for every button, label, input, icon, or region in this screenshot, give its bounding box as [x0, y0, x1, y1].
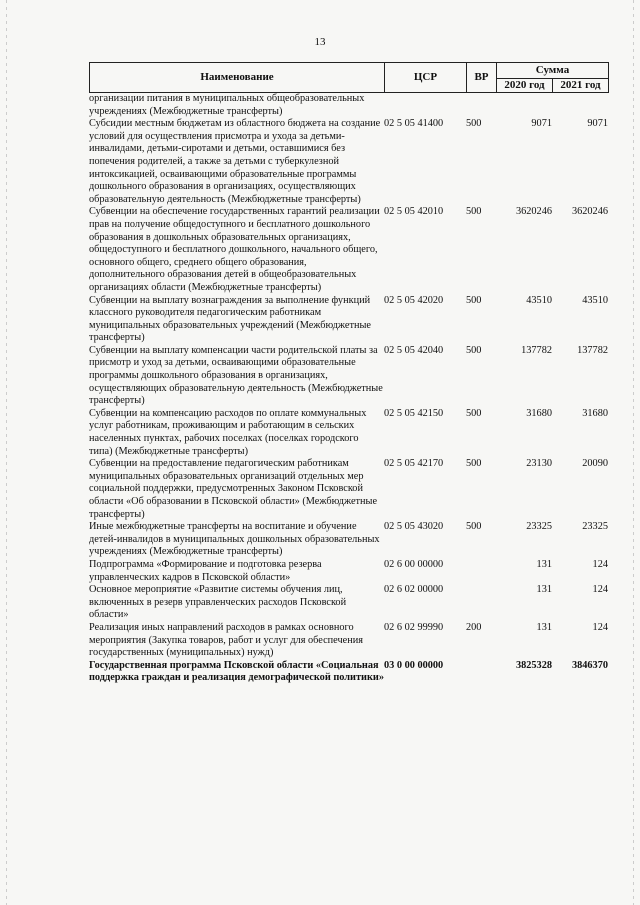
row-vr: 200 [466, 621, 482, 633]
header-csr: ЦСР [385, 63, 467, 93]
row-vr: 500 [466, 407, 482, 419]
row-csr: 02 6 02 00000 [384, 584, 444, 596]
row-name: Субвенции на выплату вознаграждения за выполнение функций классного руководителя педагогическим работникам муниципальных образовательных учреждений (Межбюджетные трансферты) [89, 294, 371, 344]
row-csr: 02 6 02 99990 [384, 621, 444, 633]
row-sum-2021: 124 [592, 558, 608, 570]
header-vr: ВР [467, 63, 497, 93]
table-row [89, 458, 608, 521]
row-sum-2020: 3825328 [515, 659, 552, 671]
row-vr: 500 [466, 521, 482, 533]
row-name: Субвенции на выплату компенсации части родительской платы за присмотр и уход за детьми, осваивающими образовательные программы дошкольного образования в организациях, осуществляющих образовательную деятельность (Межбюджетные трансферты) [89, 344, 383, 407]
scan-margin-right [633, 0, 634, 905]
header-year-2021: 2021 год [553, 79, 609, 93]
row-sum-2020: 31680 [526, 407, 552, 419]
row-vr: 500 [466, 344, 482, 356]
row-sum-2021: 20090 [582, 458, 608, 470]
table-body [89, 93, 608, 685]
row-sum-2020: 23325 [526, 521, 552, 533]
row-sum-2021: 124 [592, 621, 608, 633]
table-header [89, 62, 609, 93]
row-vr [466, 93, 496, 118]
table-row [89, 660, 608, 685]
row-sum-2020: 43510 [526, 294, 552, 306]
table-row [89, 584, 608, 622]
row-csr [384, 93, 466, 118]
row-name: Государственная программа Псковской области «Социальная поддержка граждан и реализация демографической политики» [89, 659, 384, 684]
header-year-2020: 2020 год [497, 79, 553, 93]
row-name: Субвенции на компенсацию расходов по оплате коммунальных услуг работникам, проживающим и работающим в сельских населенных пунктах, рабочих поселках (поселках городского типа) (Межбюджетные трансферты) [89, 407, 367, 457]
table-row [89, 559, 608, 584]
row-vr [466, 584, 496, 622]
row-sum-2021: 124 [592, 584, 608, 596]
row-csr: 03 0 00 00000 [384, 659, 444, 671]
table-row [89, 521, 608, 559]
row-vr: 500 [466, 206, 482, 218]
row-sum-2020: 131 [536, 621, 552, 633]
budget-table [89, 62, 608, 685]
row-name: Субвенции на предоставление педагогическим работникам муниципальных образовательных организаций отдельных мер социальной поддержки, предусмотренных Законом Псковской области «Об образовании в Псковской области» (Межбюджетные трансферты) [89, 458, 378, 520]
row-sum-2020: 131 [536, 558, 552, 570]
row-name: Подпрограмма «Формирование и подготовка резерва управленческих кадров в Псковской области» [89, 558, 322, 583]
row-name: Иные межбюджетные трансферты на воспитание и обучение детей-инвалидов в муниципальных дошкольных образовательных учреждениях (Межбюджетные трансферты) [89, 521, 380, 558]
row-sum-2020 [496, 93, 552, 118]
row-sum-2021: 137782 [577, 344, 608, 356]
row-vr [466, 559, 496, 584]
row-vr: 500 [466, 458, 482, 470]
row-name: Основное мероприятие «Развитие системы обучения лиц, включенных в резерв управленческих расходов Псковской области» [89, 584, 347, 621]
row-csr: 02 5 05 42150 [384, 407, 444, 419]
table-row [89, 118, 608, 206]
row-csr: 02 5 05 42010 [384, 206, 444, 218]
row-vr: 500 [466, 294, 482, 306]
row-csr: 02 5 05 42040 [384, 344, 444, 356]
row-csr: 02 5 05 43020 [384, 521, 444, 533]
row-sum-2021 [552, 93, 608, 118]
row-sum-2021: 23325 [582, 521, 608, 533]
row-sum-2020: 9071 [531, 118, 552, 130]
row-sum-2021: 9071 [587, 118, 608, 130]
header-name: Наименование [90, 63, 385, 93]
row-csr: 02 6 00 00000 [384, 558, 444, 570]
row-sum-2020: 131 [536, 584, 552, 596]
row-sum-2020: 137782 [521, 344, 552, 356]
table-row [89, 622, 608, 660]
row-vr [466, 660, 496, 685]
table-row [89, 408, 608, 458]
row-name: Реализация иных направлений расходов в рамках основного мероприятия (Закупка товаров, работ и услуг для обеспечения государственных (муниципальных) нужд) [89, 621, 363, 659]
row-sum-2021: 3620246 [571, 206, 608, 218]
table-row [89, 345, 608, 408]
scan-margin-left [6, 0, 7, 905]
row-name: Субвенции на обеспечение государственных гарантий реализации прав на получение общедоступного и бесплатного дошкольного образования в дошкольных образовательных организациях, общедоступного и бесплатного дошкольного, начального общего, основного общего, среднего общего образования, дополнительного образования детей в общеобразовательных организациях области (Межбюджетные трансферты) [89, 206, 380, 293]
row-sum-2020: 3620246 [515, 206, 552, 218]
table-row [89, 93, 608, 118]
table-row [89, 206, 608, 294]
page-number: 13 [314, 36, 326, 48]
row-name: Субсидии местным бюджетам из областного бюджета на создание условий для осуществления присмотра и ухода за детьми-инвалидами, детьми-сиротами и детьми, оставшимися без попечения родителей, а также за детьми с туберкулезной интоксикацией, осваивающими образовательные программы дошкольного образования в организациях, осуществляющих образовательную деятельность (Межбюджетные трансферты) [89, 118, 381, 205]
table-row [89, 295, 608, 345]
row-name: организации питания в муниципальных общеобразовательных учреждениях (Межбюджетные трансферты) [89, 93, 365, 117]
header-sum: Сумма [497, 63, 609, 79]
row-sum-2021: 31680 [582, 407, 608, 419]
row-sum-2021: 3846370 [571, 659, 608, 671]
row-csr: 02 5 05 41400 [384, 118, 444, 130]
row-vr: 500 [466, 118, 482, 130]
row-sum-2021: 43510 [582, 294, 608, 306]
row-csr: 02 5 05 42170 [384, 458, 444, 470]
row-csr: 02 5 05 42020 [384, 294, 444, 306]
row-sum-2020: 23130 [526, 458, 552, 470]
